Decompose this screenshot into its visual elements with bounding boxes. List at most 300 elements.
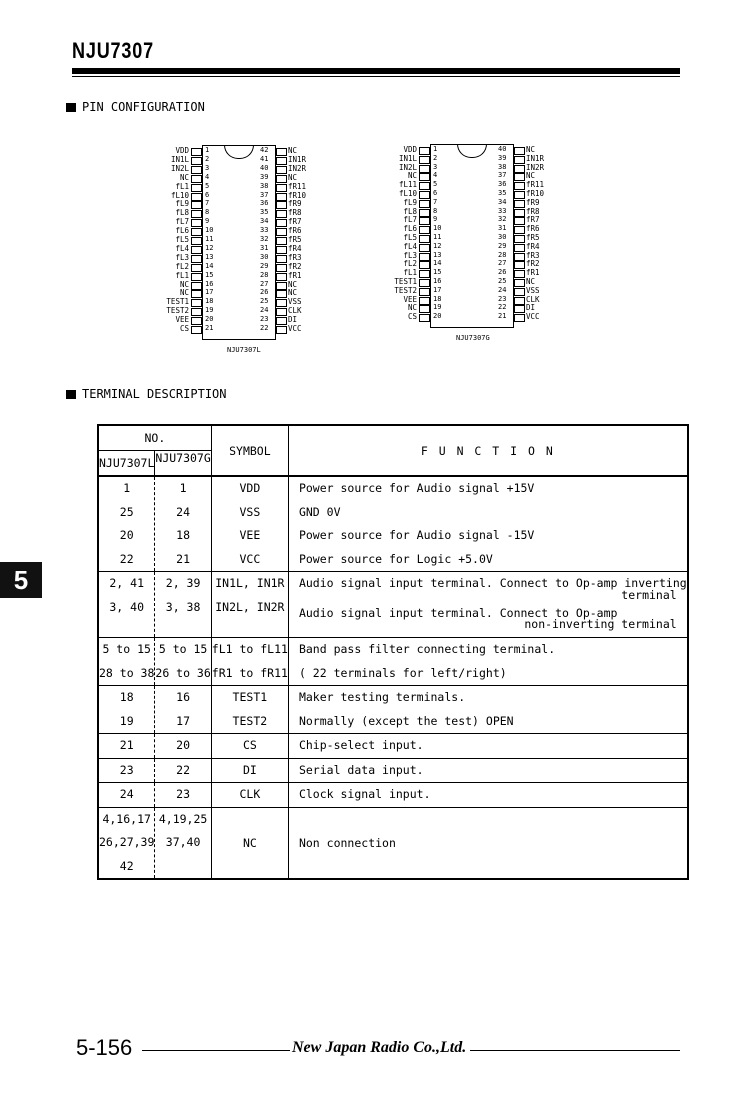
pin-number: 25: [498, 277, 507, 285]
pin-label: VDD: [175, 146, 189, 155]
pin-number: 29: [498, 241, 507, 250]
pin-number: 27: [260, 279, 269, 288]
pin-number: 39: [260, 172, 269, 181]
pin-label: TEST1: [166, 297, 189, 307]
cell-text: VCC: [239, 551, 261, 566]
cell-function: [288, 734, 687, 759]
table-row: [98, 476, 688, 572]
pin-pad: [514, 279, 525, 287]
pin-pad: [276, 282, 287, 290]
pin-label: fR11: [526, 180, 545, 190]
pin-label: fL9: [175, 199, 189, 209]
page-number: 5-156: [76, 1035, 133, 1060]
header-symbol: SYMBOL: [211, 425, 288, 476]
cell-text: Chip-select input.: [298, 738, 424, 752]
cell-text: 42: [119, 858, 134, 873]
pin-label: fR10: [288, 190, 307, 200]
pin-number: 28: [498, 250, 507, 259]
table-row: [98, 686, 688, 734]
pin-pad: [514, 156, 525, 164]
cell-nju7307l: [98, 572, 155, 638]
cell-symbol: [211, 638, 288, 686]
cell-text: 28 to 38: [99, 665, 155, 680]
pin-pad: [514, 305, 525, 313]
pin-pad: [276, 290, 287, 298]
pin-pad: [514, 209, 525, 217]
pin-label: IN2R: [288, 163, 307, 173]
pin-label: fR5: [288, 235, 302, 244]
pin-label: fL7: [175, 217, 189, 227]
pin-pad: [419, 288, 430, 296]
pin-number: 23: [260, 315, 269, 324]
cell-text: Audio signal input terminal. Connect to Op-amp inverting: [298, 576, 687, 590]
pin-pad: [514, 314, 525, 322]
cell-text: 3, 38: [165, 599, 201, 614]
pin-pad: [514, 288, 525, 296]
table-row: [98, 734, 688, 759]
pin-number: 41: [260, 154, 269, 163]
table-row: [98, 572, 688, 638]
cell-function: [288, 783, 687, 808]
cell-text: 5 to 15: [158, 642, 208, 656]
pin-label: fL1: [403, 268, 417, 278]
pin-number: 12: [433, 241, 442, 250]
pin-pad: [419, 314, 430, 322]
pin-number: 11: [433, 233, 442, 241]
cell-text: Normally (except the test) OPEN: [298, 713, 514, 728]
pin-label: fR6: [526, 224, 540, 234]
pin-label: NC: [407, 171, 417, 181]
pin-label: NC: [407, 303, 417, 313]
header-col-l: NJU7307L: [98, 451, 155, 477]
pin-number: 24: [498, 285, 507, 294]
cell-text: 17: [176, 713, 191, 728]
cell-text: 26 to 36: [155, 665, 211, 680]
cell-text: 4,16,17: [102, 811, 151, 826]
pin-pad: [419, 261, 430, 269]
pin-pad: [419, 209, 430, 217]
cell-text: 24: [119, 787, 134, 801]
pin-number: 15: [205, 270, 214, 279]
pin-pad: [514, 226, 525, 234]
chapter-tab: 5: [0, 562, 42, 598]
pin-pad: [276, 255, 287, 263]
pin-label: fL1: [175, 181, 189, 191]
pin-label: VSS: [288, 297, 302, 307]
pin-pad: [514, 270, 525, 278]
footer-rule: [470, 1050, 680, 1051]
pin-number: 11: [205, 235, 214, 243]
pin-number: 6: [433, 189, 438, 197]
pin-number: 22: [498, 303, 507, 312]
pin-pad: [514, 217, 525, 225]
pin-pad: [276, 246, 287, 254]
pin-pad: [276, 201, 287, 209]
pin-pad: [514, 165, 525, 173]
pin-label: DI: [288, 315, 298, 325]
pin-number: 14: [205, 261, 214, 270]
pin-pad: [191, 228, 202, 236]
cell-function: [288, 572, 687, 638]
pin-label: fR7: [288, 217, 302, 227]
cell-text: fL1 to fL11: [211, 642, 288, 656]
pin-pad: [514, 244, 525, 252]
cell-text: Power source for Audio signal -15V: [298, 528, 535, 542]
pin-label: NC: [179, 288, 189, 298]
pin-number: 3: [433, 162, 438, 171]
pin-label: fL3: [175, 252, 189, 262]
cell-text: IN2L, IN2R: [215, 599, 285, 614]
pin-number: 6: [205, 190, 210, 199]
pin-number: 36: [498, 180, 507, 189]
cell-symbol: [211, 734, 288, 759]
pin-label: fL1: [175, 270, 189, 280]
header-function: F U N C T I O N: [288, 425, 687, 476]
cell-symbol: [211, 783, 288, 808]
cell-text: 23: [176, 787, 191, 801]
pin-number: 34: [260, 217, 269, 226]
pin-number: 17: [433, 285, 442, 294]
cell-text: Band pass filter connecting terminal.: [298, 642, 556, 656]
pin-number: 32: [260, 235, 269, 243]
cell-text: DI: [242, 762, 257, 777]
cell-text: ( 22 terminals for left/right): [298, 665, 507, 680]
pin-number: 21: [205, 324, 214, 332]
pin-number: 8: [205, 208, 210, 217]
pin-number: 31: [260, 243, 269, 252]
pin-number: 8: [433, 206, 438, 215]
cell-text: 21: [119, 738, 134, 752]
brand-name: New Japan Radio Co.,Ltd.: [292, 1039, 467, 1056]
cell-text: CLK: [239, 787, 261, 801]
pin-pad: [191, 282, 202, 290]
cell-text: 25: [119, 504, 134, 519]
pin-pad: [191, 184, 202, 192]
pin-pad: [419, 200, 430, 208]
pin-pad: [276, 184, 287, 192]
pin-label: fL10: [170, 190, 189, 200]
pin-label: fR6: [288, 226, 302, 236]
pin-pad: [419, 182, 430, 190]
cell-text: Maker testing terminals.: [298, 690, 466, 704]
pin-number: 20: [433, 312, 442, 321]
cell-text: VEE: [239, 528, 261, 542]
pin-pad: [419, 235, 430, 243]
cell-nju7307g: [155, 638, 211, 686]
pin-label: fR9: [288, 199, 302, 209]
pin-pad: [276, 219, 287, 227]
pin-pad: [419, 165, 430, 173]
pin-label: VEE: [403, 294, 417, 304]
cell-text: Power source for Audio signal +15V: [298, 481, 535, 495]
pin-number: 17: [205, 288, 214, 297]
pin-number: 13: [205, 252, 214, 261]
pin-number: 30: [260, 252, 269, 261]
pin-label: fL7: [403, 215, 417, 225]
pin-number: 37: [260, 190, 269, 199]
table-row: [98, 758, 688, 783]
pin-pad: [419, 156, 430, 164]
cell-text: terminal: [621, 587, 677, 602]
pin-pad: [419, 244, 430, 252]
pin-number: 5: [433, 180, 438, 189]
pin-label: TEST1: [394, 277, 417, 286]
bullet-square-icon: [66, 390, 76, 399]
pin-number: 7: [433, 197, 438, 206]
pin-pad: [191, 210, 202, 218]
pin-pad: [419, 305, 430, 313]
cell-nju7307g: [155, 686, 211, 734]
package-label: NJU7307G: [456, 334, 490, 342]
pin-number: 28: [260, 270, 269, 279]
pin-label: NC: [288, 279, 298, 289]
pin-number: 3: [205, 163, 210, 172]
pin-number: 9: [433, 215, 438, 224]
table-row: [98, 783, 688, 808]
cell-text: 4,19,25: [158, 811, 208, 826]
cell-symbol: [211, 807, 288, 879]
cell-text: 5 to 15: [102, 642, 151, 656]
cell-symbol: [211, 758, 288, 783]
pin-label: fR2: [526, 259, 540, 269]
pin-label: fR10: [526, 189, 545, 198]
cell-text: TEST1: [232, 690, 268, 704]
cell-nju7307l: [98, 758, 155, 783]
cell-text: Audio signal input terminal. Connect to Op-amp: [298, 605, 618, 620]
cell-symbol: [211, 476, 288, 572]
pin-number: 21: [498, 312, 507, 321]
pin-pad: [419, 217, 430, 225]
pin-pad: [276, 193, 287, 201]
package-label: NJU7307L: [227, 345, 261, 354]
pin-label: fR8: [288, 208, 302, 218]
cell-text: 23: [119, 762, 134, 777]
cell-text: Serial data input.: [298, 762, 424, 777]
pin-pad: [191, 273, 202, 281]
cell-nju7307g: [155, 734, 211, 759]
pin-pad: [276, 175, 287, 183]
pin-pad: [191, 264, 202, 272]
footer-rule: [142, 1050, 290, 1051]
cell-text: 2, 41: [109, 576, 144, 590]
cell-nju7307g: [155, 476, 211, 572]
pin-pad: [191, 166, 202, 174]
cell-text: 1: [123, 481, 131, 495]
cell-text: CS: [242, 738, 257, 752]
cell-text: 24: [176, 504, 191, 519]
pin-label: fR1: [526, 268, 540, 278]
pin-pad: [276, 210, 287, 218]
pin-number: 33: [260, 226, 269, 235]
pin-label: NC: [288, 172, 298, 182]
pin-pad: [276, 326, 287, 334]
pin-number: 35: [498, 189, 507, 197]
pin-label: TEST2: [394, 285, 417, 295]
cell-function: [288, 758, 687, 783]
pin-pad: [276, 317, 287, 325]
cell-nju7307l: [98, 734, 155, 759]
cell-text: 37,40: [165, 835, 201, 849]
pin-number: 38: [260, 181, 269, 190]
pin-label: fR3: [526, 250, 540, 260]
pin-number: 34: [498, 197, 507, 206]
pin-label: fL8: [175, 208, 189, 218]
pin-number: 40: [498, 145, 507, 153]
pin-label: IN1L: [398, 153, 417, 163]
cell-function: [288, 638, 687, 686]
cell-text: NC: [242, 835, 257, 850]
pin-pad: [514, 182, 525, 190]
cell-text: non-inverting terminal: [524, 617, 677, 632]
pin-label: fR11: [288, 181, 307, 191]
pin-label: fL9: [403, 197, 417, 207]
pin-pad: [191, 237, 202, 245]
cell-nju7307l: [98, 686, 155, 734]
pin-pad: [276, 299, 287, 307]
pin-pad: [514, 147, 525, 155]
section-pin-configuration: [66, 100, 205, 114]
pin-label: IN1R: [288, 154, 307, 164]
pin-pad: [419, 279, 430, 287]
pin-pad: [191, 290, 202, 298]
section-terminal-description: [66, 387, 227, 401]
pin-number: 25: [260, 297, 269, 306]
pin-pad: [419, 173, 430, 181]
pin-number: 24: [260, 306, 269, 315]
pin-label: IN1L: [170, 154, 189, 164]
table-row: [98, 807, 688, 879]
pin-pad: [191, 148, 202, 156]
cell-text: 18: [119, 690, 134, 704]
pin-pad: [514, 191, 525, 199]
pin-pad: [276, 237, 287, 245]
cell-text: 22: [176, 762, 191, 777]
pin-number: 18: [433, 294, 442, 303]
cell-text: 21: [176, 551, 191, 566]
cell-function: [288, 686, 687, 734]
pin-number: 33: [498, 206, 507, 215]
pin-number: 36: [260, 199, 269, 208]
pin-pad: [514, 200, 525, 208]
cell-text: 16: [176, 690, 191, 704]
pin-label: CLK: [288, 306, 302, 316]
cell-nju7307g: [155, 807, 211, 879]
cell-text: 3, 40: [109, 599, 144, 614]
pin-number: 38: [498, 162, 507, 171]
pin-pad: [191, 157, 202, 165]
pin-pad: [191, 219, 202, 227]
cell-nju7307g: [155, 783, 211, 808]
section-label: TERMINAL DESCRIPTION: [82, 387, 227, 401]
pin-number: 4: [433, 171, 438, 180]
pin-label: fL3: [403, 250, 417, 260]
pin-number: 14: [433, 259, 442, 268]
pin-pad: [276, 148, 287, 156]
pin-number: 40: [260, 163, 269, 172]
pin-label: TEST2: [166, 306, 189, 316]
pin-label: fR2: [288, 261, 302, 271]
pin-number: 42: [260, 146, 269, 154]
pin-pad: [514, 297, 525, 305]
pin-number: 16: [205, 279, 214, 288]
pin-number: 31: [498, 224, 507, 233]
pin-label: CLK: [526, 294, 540, 304]
pin-pad: [191, 308, 202, 316]
pin-number: 32: [498, 215, 507, 224]
pin-label: NC: [526, 171, 536, 181]
bullet-square-icon: [66, 103, 76, 112]
pin-pad: [276, 228, 287, 236]
pin-number: 29: [260, 261, 269, 270]
pin-pad: [419, 270, 430, 278]
cell-nju7307l: [98, 783, 155, 808]
pin-number: 13: [433, 250, 442, 259]
cell-text: VSS: [239, 504, 261, 519]
pin-pad: [191, 246, 202, 254]
pin-number: 10: [433, 224, 442, 233]
cell-symbol: [211, 572, 288, 638]
cell-text: GND 0V: [298, 504, 341, 519]
pin-label: VEE: [175, 315, 189, 325]
pin-number: 22: [260, 324, 269, 332]
pin-number: 7: [205, 199, 210, 208]
pin-label: fR4: [288, 243, 302, 253]
pin-pad: [419, 147, 430, 155]
pin-label: IN1R: [526, 153, 545, 163]
pin-label: fR9: [526, 197, 540, 207]
cell-nju7307l: [98, 638, 155, 686]
cell-text: Clock signal input.: [298, 787, 431, 801]
cell-text: Non connection: [298, 835, 396, 850]
pin-number: 1: [205, 146, 210, 154]
pin-label: NC: [179, 279, 189, 289]
pin-number: 26: [498, 268, 507, 277]
pin-pad: [191, 193, 202, 201]
pin-label: DI: [526, 303, 536, 313]
cell-text: 18: [176, 528, 191, 542]
cell-symbol: [211, 686, 288, 734]
pin-label: VSS: [526, 285, 540, 295]
pin-number: 16: [433, 277, 442, 285]
pin-number: 15: [433, 268, 442, 277]
pin-number: 9: [205, 217, 210, 226]
page-title: NJU7307: [72, 38, 154, 63]
pin-number: 35: [260, 208, 269, 217]
header-rule-thin: [72, 76, 680, 77]
cell-text: IN1L, IN1R: [215, 576, 285, 590]
cell-text: 19: [119, 713, 134, 728]
pin-pad: [419, 297, 430, 305]
pin-pad: [514, 261, 525, 269]
cell-text: VDD: [239, 481, 261, 495]
pin-label: NC: [288, 288, 298, 298]
pin-label: fL5: [175, 235, 189, 244]
pin-pad: [191, 326, 202, 334]
section-label: PIN CONFIGURATION: [82, 100, 205, 114]
cell-function: [288, 476, 687, 572]
pin-label: CS: [179, 324, 189, 333]
pin-pad: [276, 166, 287, 174]
pin-label: NC: [526, 145, 536, 154]
pin-label: fR1: [288, 270, 302, 280]
terminal-table: [97, 424, 689, 880]
pin-pad: [276, 264, 287, 272]
pin-label: IN2L: [170, 163, 189, 173]
header-rule: [72, 68, 680, 74]
pin-number: 1: [433, 145, 438, 153]
pin-label: fL5: [403, 233, 417, 242]
pin-label: CS: [407, 312, 417, 322]
